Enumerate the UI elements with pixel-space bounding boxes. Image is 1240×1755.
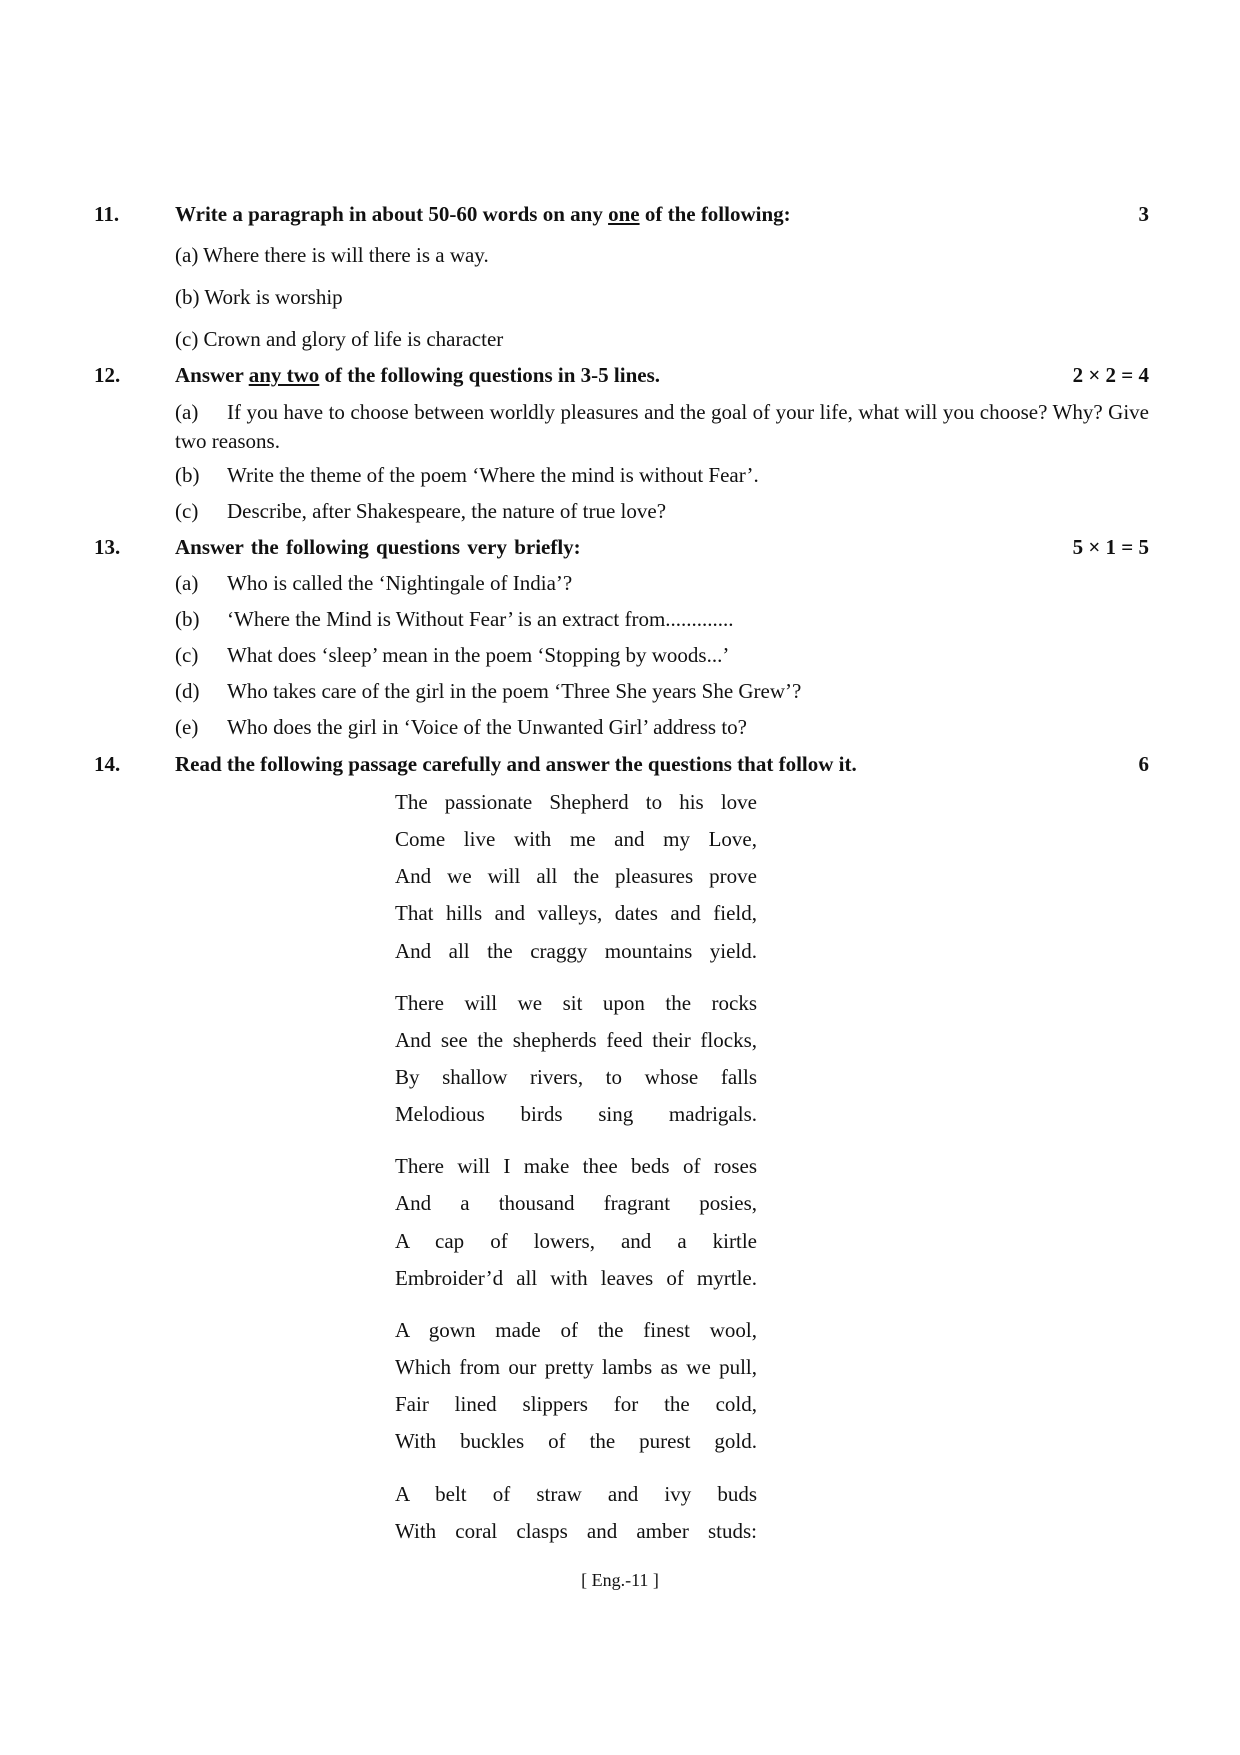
question-marks: 2 × 2 = 4 — [1072, 363, 1149, 387]
option-text: ‘Where the Mind is Without Fear’ is an extract from............. — [227, 607, 734, 631]
option-text: (b) Work is worship — [175, 285, 343, 309]
prompt-emphasis: one — [608, 202, 640, 226]
page-footer: [ Eng.-11 ] — [581, 1570, 659, 1590]
poem-line: With coral clasps and amber studs: — [395, 1519, 757, 1543]
poem-line: Fair lined slippers for the cold, — [395, 1392, 757, 1416]
question-prompt: Read the following passage carefully and answer the questions that follow it. — [175, 752, 857, 776]
option-text: Who takes care of the girl in the poem ‘Three She years She Grew’? — [227, 679, 802, 703]
option-label: (b) — [175, 607, 200, 631]
poem-line: And a thousand fragrant posies, — [395, 1191, 757, 1215]
option-label: (c) — [175, 643, 199, 667]
question-prompt: Answer the following questions very briefly: — [175, 535, 581, 559]
poem-line: The passionate Shepherd to his love — [395, 790, 757, 814]
poem-line: And we will all the pleasures prove — [395, 864, 757, 888]
list-item — [175, 499, 1149, 524]
question-marks: 5 × 1 = 5 — [1072, 535, 1149, 559]
list-item — [175, 571, 1149, 596]
question-number: 12. — [94, 363, 121, 387]
question-prompt — [175, 202, 1050, 227]
option-label: (c) — [175, 499, 199, 523]
option-text: What does ‘sleep’ mean in the poem ‘Stopping by woods...’ — [227, 643, 730, 667]
list-item — [175, 643, 1149, 668]
question-number: 11. — [94, 202, 120, 226]
option-label: (b) — [175, 463, 200, 487]
poem-line: That hills and valleys, dates and field, — [395, 901, 757, 925]
option-label: (a) — [175, 400, 199, 424]
question-marks: 3 — [1138, 202, 1149, 226]
list-item — [175, 607, 1149, 632]
option-text: If you have to choose between worldly pleasures and the goal of your life, what will you choose? Why? Give two reasons. — [175, 400, 1149, 453]
list-item — [175, 398, 1149, 456]
option-text: Write the theme of the poem ‘Where the mind is without Fear’. — [227, 463, 759, 487]
poem-line: With buckles of the purest gold. — [395, 1429, 757, 1453]
option-label: (d) — [175, 679, 200, 703]
option-text: Who does the girl in ‘Voice of the Unwanted Girl’ address to? — [227, 715, 747, 739]
list-item — [175, 463, 1149, 488]
poem-line: Embroider’d all with leaves of myrtle. — [395, 1266, 757, 1290]
poem-line: By shallow rivers, to whose falls — [395, 1065, 757, 1089]
prompt-text: Answer — [175, 363, 249, 387]
poem-line: A belt of straw and ivy buds — [395, 1482, 757, 1506]
list-item — [175, 679, 1149, 704]
question-prompt — [175, 363, 1050, 388]
poem-line: And all the craggy mountains yield. — [395, 939, 757, 963]
prompt-text: of the following questions in 3-5 lines. — [319, 363, 661, 387]
poem-line: A gown made of the finest wool, — [395, 1318, 757, 1342]
poem-line: And see the shepherds feed their flocks, — [395, 1028, 757, 1052]
option-text: (a) Where there is will there is a way. — [175, 243, 489, 267]
option-label: (a) — [175, 571, 199, 595]
poem-line: There will we sit upon the rocks — [395, 991, 757, 1015]
question-number: 13. — [94, 535, 121, 559]
poem-line: Come live with me and my Love, — [395, 827, 757, 851]
list-item — [175, 715, 1149, 740]
option-label: (e) — [175, 715, 199, 739]
option-text: Describe, after Shakespeare, the nature of true love? — [227, 499, 667, 523]
question-number: 14. — [94, 752, 121, 776]
prompt-text: Write a paragraph in about 50-60 words on any — [175, 202, 609, 226]
question-marks: 6 — [1138, 752, 1149, 776]
poem-line: Melodious birds sing madrigals. — [395, 1102, 757, 1126]
prompt-text: of the following: — [639, 202, 791, 226]
poem-line: Which from our pretty lambs as we pull, — [395, 1355, 757, 1379]
prompt-emphasis: any two — [248, 363, 320, 387]
poem-line: A cap of lowers, and a kirtle — [395, 1229, 757, 1253]
option-text: Who is called the ‘Nightingale of India’? — [227, 571, 573, 595]
poem-line: There will I make thee beds of roses — [395, 1154, 757, 1178]
option-text: (c) Crown and glory of life is character — [175, 327, 504, 351]
